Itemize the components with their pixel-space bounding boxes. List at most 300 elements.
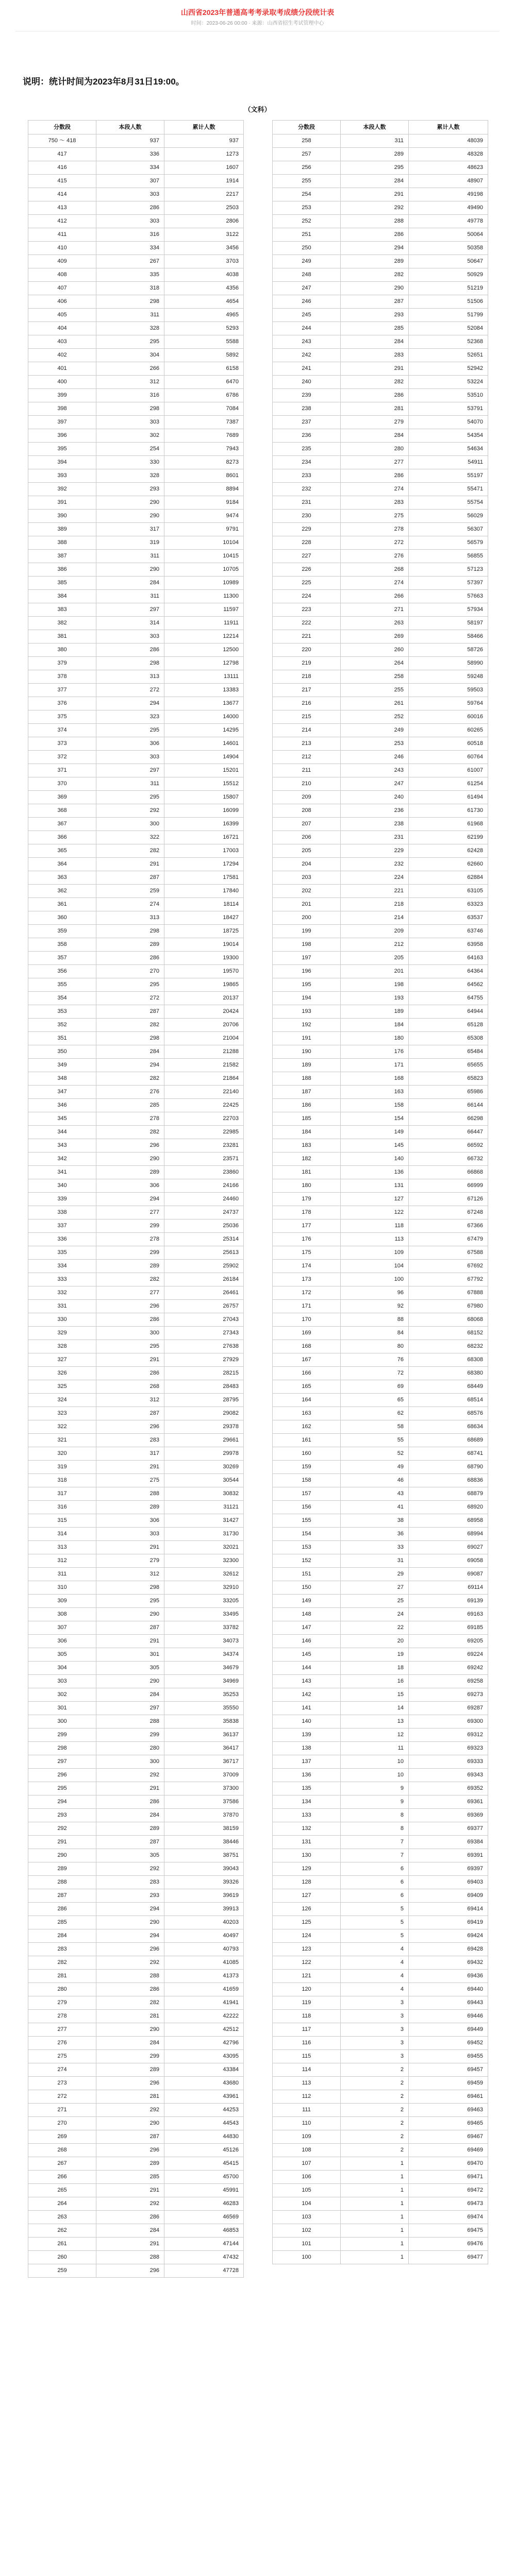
score-cell: 173 [273,1273,341,1286]
cumulative-cell: 67588 [409,1246,488,1260]
score-cell: 146 [273,1635,341,1648]
count-cell: 293 [96,1889,164,1903]
table-row [273,1983,488,1996]
score-cell: 116 [273,2037,341,2050]
count-cell: 281 [96,2010,164,2023]
header-cumulative: 累计人数 [164,121,244,134]
table-row [28,1876,244,1889]
table-row [273,295,488,309]
table-row [28,2063,244,2077]
table-row [273,1273,488,1286]
count-cell: 58 [341,1420,409,1434]
count-cell: 271 [341,603,409,617]
table-row [273,1233,488,1246]
table-row [28,885,244,898]
cumulative-cell: 4965 [164,309,244,322]
score-cell: 290 [28,1849,96,1862]
cumulative-cell: 68879 [409,1487,488,1501]
table-row [273,2010,488,2023]
table-row [273,1849,488,1862]
score-cell: 192 [273,1019,341,1032]
cumulative-cell: 48907 [409,175,488,188]
count-cell: 279 [96,1554,164,1568]
count-cell: 118 [341,1219,409,1233]
cumulative-cell: 24166 [164,1179,244,1193]
score-cell: 179 [273,1193,341,1206]
score-cell: 144 [273,1662,341,1675]
cumulative-cell: 69384 [409,1836,488,1849]
cumulative-cell: 42222 [164,2010,244,2023]
score-cell: 312 [28,1554,96,1568]
score-cell: 358 [28,938,96,952]
cumulative-cell: 16099 [164,804,244,818]
cumulative-cell: 69414 [409,1903,488,1916]
cumulative-cell: 30832 [164,1487,244,1501]
count-cell: 334 [96,242,164,255]
count-cell: 7 [341,1849,409,1862]
score-cell: 168 [273,1340,341,1353]
table-row [28,1688,244,1702]
table-row [273,335,488,349]
score-cell: 159 [273,1461,341,1474]
score-cell: 324 [28,1394,96,1407]
table-row [273,402,488,416]
count-cell: 302 [96,429,164,443]
cumulative-cell: 25036 [164,1219,244,1233]
cumulative-cell: 63537 [409,911,488,925]
cumulative-cell: 11300 [164,590,244,603]
score-cell: 336 [28,1233,96,1246]
count-cell: 336 [96,148,164,161]
count-cell: 294 [96,1903,164,1916]
count-cell: 127 [341,1193,409,1206]
table-row [273,1662,488,1675]
cumulative-cell: 30544 [164,1474,244,1487]
score-cell: 164 [273,1394,341,1407]
cumulative-cell: 68634 [409,1420,488,1434]
cumulative-cell: 43961 [164,2090,244,2104]
cumulative-cell: 68689 [409,1434,488,1447]
count-cell: 299 [96,1219,164,1233]
table-row [28,804,244,818]
table-row [28,376,244,389]
table-row [273,1340,488,1353]
table-row [273,1795,488,1809]
score-cell: 172 [273,1286,341,1300]
cumulative-cell: 36137 [164,1728,244,1742]
count-cell: 280 [96,1742,164,1755]
table-row [28,402,244,416]
count-cell: 291 [96,1461,164,1474]
count-cell: 284 [96,2037,164,2050]
score-cell: 338 [28,1206,96,1219]
table-row [28,992,244,1005]
score-cell: 234 [273,456,341,469]
score-cell: 396 [28,429,96,443]
table-row [273,1461,488,1474]
cumulative-cell: 56855 [409,550,488,563]
score-cell: 386 [28,563,96,577]
cumulative-cell: 54911 [409,456,488,469]
score-cell: 364 [28,858,96,871]
count-cell: 296 [96,1943,164,1956]
cumulative-cell: 58466 [409,630,488,643]
cumulative-cell: 37586 [164,1795,244,1809]
table-row [273,898,488,911]
score-cell: 244 [273,322,341,335]
table-row [28,161,244,175]
table-row [28,938,244,952]
score-cell: 308 [28,1608,96,1621]
count-cell: 284 [96,1688,164,1702]
table-row [28,831,244,844]
score-cell: 260 [28,2251,96,2264]
cumulative-cell: 26757 [164,1300,244,1313]
count-cell: 305 [96,1849,164,1862]
table-row [273,1126,488,1139]
cumulative-cell: 69440 [409,1983,488,1996]
score-cell: 384 [28,590,96,603]
table-row [28,228,244,242]
count-cell: 292 [341,201,409,215]
table-row [28,777,244,791]
score-cell: 413 [28,201,96,215]
score-cell: 411 [28,228,96,242]
score-cell: 276 [28,2037,96,2050]
cumulative-cell: 67692 [409,1260,488,1273]
cumulative-cell: 69428 [409,1943,488,1956]
cumulative-cell: 60518 [409,737,488,751]
score-cell: 107 [273,2157,341,2171]
count-cell: 254 [96,443,164,456]
score-cell: 175 [273,1246,341,1260]
table-row [28,697,244,710]
table-row [273,1206,488,1219]
count-cell: 303 [96,1528,164,1541]
count-cell: 328 [96,469,164,483]
score-cell: 345 [28,1112,96,1126]
count-cell: 323 [96,710,164,724]
count-cell: 296 [96,1139,164,1153]
score-cell: 204 [273,858,341,871]
count-cell: 290 [96,496,164,510]
count-cell: 289 [96,1166,164,1179]
table-row [28,2117,244,2130]
count-cell: 277 [341,456,409,469]
table-row [273,724,488,737]
count-cell: 286 [96,952,164,965]
count-cell: 258 [341,670,409,684]
cumulative-cell: 51506 [409,295,488,309]
cumulative-cell: 25613 [164,1246,244,1260]
score-cell: 415 [28,175,96,188]
score-cell: 303 [28,1675,96,1688]
table-row [273,697,488,710]
cumulative-cell: 67792 [409,1273,488,1286]
score-cell: 265 [28,2184,96,2197]
score-cell: 125 [273,1916,341,1929]
score-cell: 123 [273,1943,341,1956]
score-cell: 304 [28,1662,96,1675]
count-cell: 289 [96,938,164,952]
cumulative-cell: 68308 [409,1353,488,1367]
table-row [273,2104,488,2117]
score-cell: 408 [28,268,96,282]
cumulative-cell: 19300 [164,952,244,965]
cumulative-cell: 55754 [409,496,488,510]
count-cell: 296 [96,1300,164,1313]
cumulative-cell: 40203 [164,1916,244,1929]
table-row [28,1715,244,1728]
count-cell: 2 [341,2117,409,2130]
score-cell: 238 [273,402,341,416]
table-row [28,309,244,322]
score-cell: 203 [273,871,341,885]
cumulative-cell: 29082 [164,1407,244,1420]
count-cell: 297 [96,1702,164,1715]
cumulative-cell: 68449 [409,1380,488,1394]
table-row [28,2037,244,2050]
cumulative-cell: 25314 [164,1233,244,1246]
count-cell: 311 [96,309,164,322]
table-row [273,456,488,469]
table-row [273,1059,488,1072]
score-cell: 306 [28,1635,96,1648]
count-cell: 13 [341,1715,409,1728]
table-row [273,2197,488,2211]
cumulative-cell: 53510 [409,389,488,402]
score-cell: 258 [273,134,341,148]
cumulative-cell: 61968 [409,818,488,831]
count-cell: 154 [341,1112,409,1126]
count-cell: 276 [341,550,409,563]
score-cell: 124 [273,1929,341,1943]
count-cell: 296 [96,1420,164,1434]
cumulative-cell: 63746 [409,925,488,938]
cumulative-cell: 20706 [164,1019,244,1032]
cumulative-cell: 8273 [164,456,244,469]
score-cell: 353 [28,1005,96,1019]
cumulative-cell: 35550 [164,1702,244,1715]
cumulative-cell: 61730 [409,804,488,818]
cumulative-cell: 38159 [164,1822,244,1836]
score-cell: 216 [273,697,341,710]
cumulative-cell: 51799 [409,309,488,322]
count-cell: 76 [341,1353,409,1367]
count-cell: 16 [341,1675,409,1688]
score-cell: 106 [273,2171,341,2184]
table-row [273,2171,488,2184]
cumulative-cell: 69369 [409,1809,488,1822]
count-cell: 131 [341,1179,409,1193]
cumulative-cell: 68232 [409,1340,488,1353]
count-cell: 290 [96,1608,164,1621]
score-cell: 153 [273,1541,341,1554]
cumulative-cell: 69258 [409,1675,488,1688]
table-row [28,2077,244,2090]
cumulative-cell: 23571 [164,1153,244,1166]
cumulative-cell: 34374 [164,1648,244,1662]
score-cell: 250 [273,242,341,255]
score-cell: 388 [28,536,96,550]
score-cell: 209 [273,791,341,804]
score-cell: 154 [273,1528,341,1541]
score-cell: 390 [28,510,96,523]
cumulative-cell: 34969 [164,1675,244,1688]
count-cell: 253 [341,737,409,751]
count-cell: 295 [96,1340,164,1353]
count-cell: 293 [341,309,409,322]
cumulative-cell: 69323 [409,1742,488,1755]
score-cell: 296 [28,1769,96,1782]
cumulative-cell: 50647 [409,255,488,268]
count-cell: 268 [96,1380,164,1394]
cumulative-cell: 19865 [164,978,244,992]
count-cell: 1 [341,2197,409,2211]
count-cell: 294 [341,242,409,255]
cumulative-cell: 12798 [164,657,244,670]
count-cell: 158 [341,1099,409,1112]
table-row [28,1970,244,1983]
cumulative-cell: 54070 [409,416,488,429]
count-cell: 65 [341,1394,409,1407]
table-row [273,1139,488,1153]
cumulative-cell: 32910 [164,1581,244,1595]
count-cell: 289 [96,1260,164,1273]
score-cell: 278 [28,2010,96,2023]
count-cell: 4 [341,1943,409,1956]
cumulative-cell: 34073 [164,1635,244,1648]
score-cell: 401 [28,362,96,376]
cumulative-cell: 37009 [164,1769,244,1782]
cumulative-cell: 61254 [409,777,488,791]
score-cell: 315 [28,1514,96,1528]
table-row [28,1621,244,1635]
score-cell: 161 [273,1434,341,1447]
count-cell: 303 [96,416,164,429]
cumulative-cell: 67248 [409,1206,488,1219]
table-row [28,1286,244,1300]
cumulative-cell: 45991 [164,2184,244,2197]
cumulative-cell: 41085 [164,1956,244,1970]
table-row [28,1380,244,1394]
score-cell: 257 [273,148,341,161]
cumulative-cell: 69027 [409,1541,488,1554]
table-row [273,1970,488,1983]
score-cell: 105 [273,2184,341,2197]
table-row [28,1836,244,1849]
cumulative-cell: 69424 [409,1929,488,1943]
cumulative-cell: 36717 [164,1755,244,1769]
cumulative-cell: 64944 [409,1005,488,1019]
count-cell: 38 [341,1514,409,1528]
table-row [273,255,488,268]
count-cell: 283 [341,496,409,510]
cumulative-cell: 67888 [409,1286,488,1300]
cumulative-cell: 59248 [409,670,488,684]
cumulative-cell: 22140 [164,1086,244,1099]
score-cell: 214 [273,724,341,737]
table-row [273,1822,488,1836]
score-cell: 137 [273,1755,341,1769]
cumulative-cell: 15201 [164,764,244,777]
cumulative-cell: 21582 [164,1059,244,1072]
score-cell: 213 [273,737,341,751]
table-row [273,1474,488,1487]
table-row [28,1153,244,1166]
score-cell: 200 [273,911,341,925]
score-cell: 309 [28,1595,96,1608]
cumulative-cell: 69409 [409,1889,488,1903]
count-cell: 41 [341,1501,409,1514]
table-row [28,1635,244,1648]
table-row [273,1193,488,1206]
cumulative-cell: 17003 [164,844,244,858]
count-cell: 289 [96,1501,164,1514]
cumulative-cell: 48039 [409,134,488,148]
count-cell: 5 [341,1903,409,1916]
cumulative-cell: 65823 [409,1072,488,1086]
table-row [28,335,244,349]
score-cell: 248 [273,268,341,282]
table-row [273,134,488,148]
table-row [273,376,488,389]
cumulative-cell: 69472 [409,2184,488,2197]
count-cell: 6 [341,1889,409,1903]
cumulative-cell: 54634 [409,443,488,456]
count-cell: 4 [341,1970,409,1983]
table-row [273,1862,488,1876]
cumulative-cell: 7387 [164,416,244,429]
cumulative-cell: 27343 [164,1327,244,1340]
score-cell: 163 [273,1407,341,1420]
table-row [28,643,244,657]
count-cell: 3 [341,1996,409,2010]
cumulative-cell: 69476 [409,2238,488,2251]
table-row [28,2251,244,2264]
cumulative-cell: 48328 [409,148,488,161]
score-cell: 230 [273,510,341,523]
cumulative-cell: 29661 [164,1434,244,1447]
cumulative-cell: 69474 [409,2211,488,2224]
count-cell: 298 [96,402,164,416]
score-cell: 115 [273,2050,341,2063]
table-row [28,349,244,362]
count-cell: 282 [341,268,409,282]
score-table-right [272,120,488,2264]
count-cell: 330 [96,456,164,469]
count-cell: 180 [341,1032,409,1045]
score-cell: 178 [273,1206,341,1219]
score-cell: 205 [273,844,341,858]
table-row [273,710,488,724]
count-cell: 334 [96,161,164,175]
count-cell: 300 [96,1755,164,1769]
count-cell: 289 [96,1822,164,1836]
score-cell: 330 [28,1313,96,1327]
cumulative-cell: 14295 [164,724,244,737]
table-row [28,1487,244,1501]
count-cell: 140 [341,1153,409,1166]
cumulative-cell: 68068 [409,1313,488,1327]
score-cell: 208 [273,804,341,818]
table-row [273,1809,488,1822]
cumulative-cell: 14000 [164,710,244,724]
table-row [273,1019,488,1032]
table-row [28,2197,244,2211]
table-row [273,2023,488,2037]
score-cell: 167 [273,1353,341,1367]
